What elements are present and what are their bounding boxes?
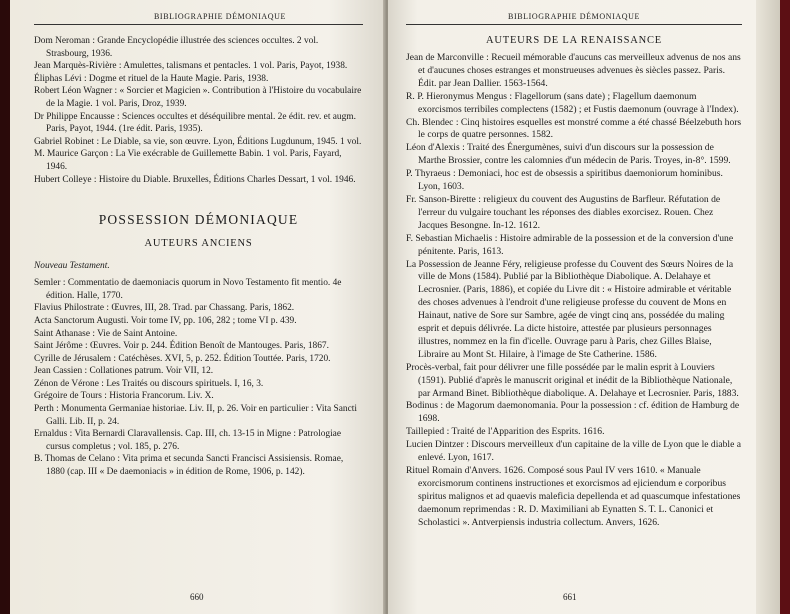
bibliography-entry: Fr. Sanson-Birette : religieux du couvent des Augustins de Barfleur. Réfutation de l'erreur du vulgaire touchant les réponses des diables exorcisez. Rouen. Chez Jacques Besongne. In-12. 1612. <box>406 193 721 231</box>
bibliography-entry: Robert Léon Wagner : « Sorcier et Magicien ». Contribution à l'Histoire du vocabulaire de la Magie. 1 vol. Paris, Droz, 1939. <box>34 86 362 109</box>
bibliography-entry: Ch. Blendec : Cinq histoires esquelles est monstré comme a été chassé Béelzebuth hors le corps de quatre personnes. 1582. <box>406 116 742 141</box>
bibliography-entry: Dom Neroman : Grande Encyclopédie illustrée des sciences occultes. 2 vol. Strasbourg, 1936. <box>34 36 319 59</box>
running-head: BIBLIOGRAPHIE DÉMONIAQUE <box>406 12 742 25</box>
bibliography-entry: Lucien Dintzer : Discours merveilleux d'un capitaine de la ville de Lyon que le diable a enlevé. Lyon, 1617. <box>406 439 741 464</box>
bibliography-entry: Gabriel Robinet : Le Diable, sa vie, son œuvre. Lyon, Éditions Lugdunum, 1945. 1 vol. <box>34 136 362 147</box>
bibliography-entry: Léon d'Alexis : Traité des Énergumènes, suivi d'un discours sur la possession de Marthe Brossier, contre les calomnies d'un médecin de Paris. Troyes, in-8°. 1599. <box>406 142 731 167</box>
bibliography-entry: Perth : Monumenta Germaniae historiae. Liv. II, p. 26. Voir en particulier : Vita Sancti Galli. Lib. II, p. 24. <box>34 404 357 427</box>
bibliography-entry: Jean de Marconville : Recueil mémorable d'aucuns cas merveilleux advenus de nos ans et d'aucunes choses estranges et monstrueuses advenues ès siècles passez. Paris. Édit. par Jean Dallier. 1563-1564. <box>406 52 741 89</box>
bibliography-entry: Jean Marquès-Rivière : Amulettes, talismans et pentacles. 1 vol. Paris, Payot, 1938. <box>34 61 348 72</box>
bibliography-entry: B. Thomas de Celano : Vita prima et secunda Sancti Francisci Assisiensis. Romae, 1880 (cap. III « De daemoniacis » in édition de Rome, 1906, p. 142). <box>34 454 344 478</box>
bibliography-entry: F. Sebastian Michaelis : Histoire admirable de la possession et de la conversion d'une pénitente. Paris, 1613. <box>406 232 734 257</box>
right-page <box>388 0 756 614</box>
page-stack-edge <box>756 0 780 614</box>
bibliography-entry: M. Maurice Garçon : La Vie exécrable de Guillemette Babin. 1 vol. Paris, Fayard, 1946. <box>34 149 342 172</box>
bibliography-entry: La Possession de Jeanne Féry, religieuse professe du Couvent des Sœurs Noires de la ville de Mons (1584). Publié par la Bibliothèque Diabolique. A. Delahaye et Lecrosnier. (Paris, 1886), et copiée du Livre dit : « Histoire admirable et véritable des choses advenues à l'endroit d'une religieuse professe du couvent de Mons en Hainaut, native de Sore sur Sambre, agée de vingt cinq ans, possédée du maling esprit et depuis délivrée. La dicte histoire, attestée par plusieurs personnages illustres, nommez en la fin d'icelle. Ouvrage paru à Paris, chez Gilles Blaise, Libraire au Mont St. Hilaire, à l'image de Ste Catherine. 1586. <box>406 258 734 360</box>
left-page <box>10 0 385 614</box>
subsection-title: AUTEURS ANCIENS <box>144 238 253 250</box>
bibliography-entry: Acta Sanctorum Augusti. Voir tome IV, pp. 106, 282 ; tome VI p. 439. <box>34 315 297 326</box>
section-title: POSSESSION DÉMONIAQUE <box>98 212 299 228</box>
bibliography-entry: Flavius Philostrate : Œuvres, III, 28. Trad. par Chassang. Paris, 1862. <box>34 303 295 314</box>
bibliography-entry: Semler : Commentatio de daemoniacis quorum in Novo Testamento fit mentio. 4e édition. Halle, 1770. <box>34 278 342 301</box>
bibliography-entry: Jean Cassien : Collationes patrum. Voir VII, 12. <box>34 366 214 377</box>
page-number: 661 <box>563 592 577 602</box>
bibliography-entry: Ernaldus : Vita Bernardi Claravallensis. Cap. III, ch. 13-15 in Migne : Patrologiae cursus completus ; vol. 185, p. 276. <box>34 429 342 452</box>
bibliography-entry: Bodinus : de Magorum daemonomania. Pour la possession : cf. édition de Hamburg de 1698. <box>406 400 740 425</box>
bibliography-entry: Rituel Romain d'Anvers. 1626. Composé sous Paul IV vers 1610. « Manuale exorcismorum continens instructiones et exorcismos ad ejiciendum e corporibus spiritus malignos et ad quaevis maleficia depellenda et ad quascumque infestationes daemonum reprimendas : R. D. Maximiliani ab Eynatten S. T. L. Canonici et Scholastici ». Antverpiensis industria collectum. Anvers, 1626. <box>406 465 741 528</box>
bibliography-entry: Cyrille de Jérusalem : Catéchèses. XVI, 5, p. 252. Édition Touttée. Paris, 1720. <box>34 353 331 364</box>
bibliography-entry: R. P. Hieronymus Mengus : Flagellorum (sans date) ; Flagellum daemonum exorcismos terribiles complectens (1582) ; et Fustis daemonum (ouvrage à l'Index). <box>406 90 739 115</box>
bibliography-entry: Saint Athanase : Vie de Saint Antoine. <box>34 328 178 339</box>
running-head: BIBLIOGRAPHIE DÉMONIAQUE <box>34 12 363 25</box>
page-number: 660 <box>190 592 204 602</box>
bibliography-entry: Éliphas Lévi : Dogme et rituel de la Haute Magie. Paris, 1938. <box>34 73 269 84</box>
bibliography-entry: Grégoire de Tours : Historia Francorum. Liv. X. <box>34 391 214 402</box>
section-note: Nouveau Testament. <box>34 261 110 272</box>
subsection-title: AUTEURS DE LA RENAISSANCE <box>485 35 663 46</box>
bibliography-entry: Taillepied : Traité de l'Apparition des Esprits. 1616. <box>406 426 605 438</box>
bibliography-entry: P. Thyraeus : Demoniaci, hoc est de obsessis a spiritibus daemoniorum hominibus. Lyon, 1603. <box>406 168 723 193</box>
bibliography-entry: Saint Jérôme : Œuvres. Voir p. 244. Édition Benoît de Mantouges. Paris, 1867. <box>34 341 329 352</box>
bibliography-entry: Hubert Colleye : Histoire du Diable. Bruxelles, Éditions Charles Dessart, 1 vol. 1946. <box>34 174 356 185</box>
bibliography-entry: Dr Philippe Encausse : Sciences occultes et déséquilibre mental. 2e édit. rev. et augm. Paris, Payot, 1944. (1re édit. Paris, 1935). <box>34 111 356 135</box>
bibliography-entry: Zénon de Vérone : Les Traités ou discours spirituels. I, 16, 3. <box>34 378 264 389</box>
bibliography-entry: Procès-verbal, fait pour délivrer une fille possédée par le malin esprit à Louviers (1591). Publié d'après le manuscrit original et inédit de la Bibliothèque Nationale, par Armand Binet. Bibliothèque diabolique. A. Delahaye et Lecrosnier. Paris, 1883. <box>406 361 739 399</box>
